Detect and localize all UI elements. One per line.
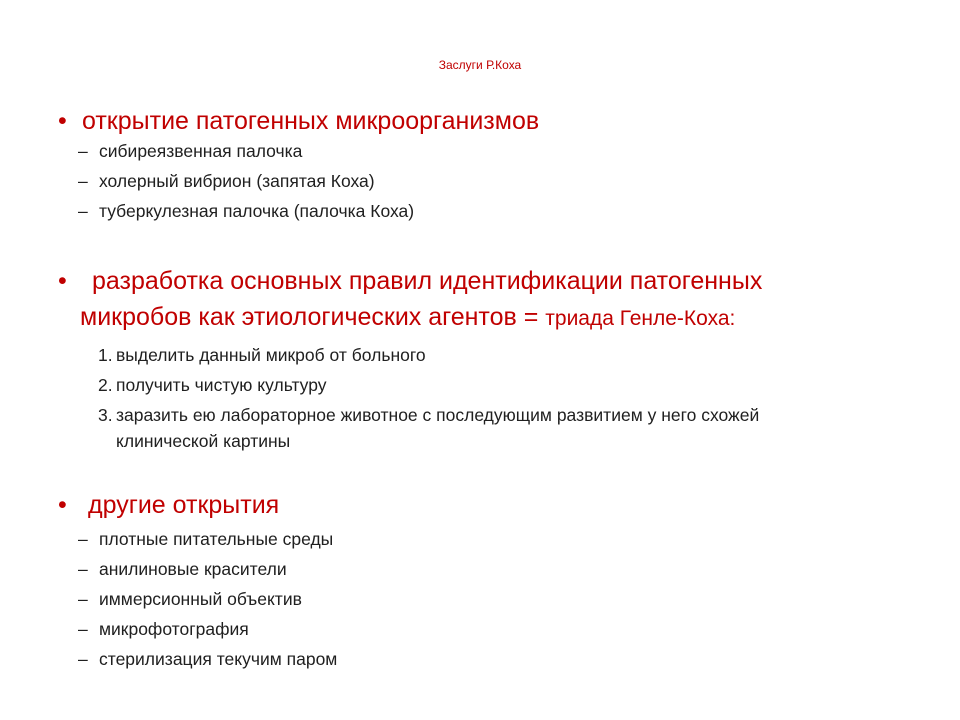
- bullet-icon: •: [58, 267, 67, 295]
- bullet-icon: •: [58, 491, 67, 519]
- section-identification-rules: [0, 266, 960, 454]
- section-heading-line2: микробов как этиологических агентов = триада Генле-Коха:: [80, 303, 736, 331]
- bullet-icon: •: [58, 107, 67, 135]
- section-discoveries-pathogens: [0, 106, 960, 226]
- step-item: 1. выделить данный микроб от больного: [98, 345, 426, 365]
- dash-icon: –: [78, 141, 88, 161]
- list-item: – микрофотография: [0, 614, 960, 644]
- step-item: 3. заразить ею лабораторное животное с последующим развитием у него схожей: [98, 405, 760, 425]
- step-item-continuation: клинической картины: [116, 431, 291, 451]
- section-heading-line1: • разработка основных правил идентификации патогенных: [58, 267, 763, 295]
- list-item: – сибиреязвенная палочка: [0, 136, 960, 166]
- section-heading: • другие открытия: [58, 491, 280, 519]
- section-other-discoveries: [0, 490, 960, 674]
- section-heading: • открытие патогенных микроорганизмов: [58, 107, 540, 135]
- dash-icon: –: [78, 201, 88, 221]
- dash-icon: –: [78, 619, 88, 639]
- list-item: – туберкулезная палочка (палочка Коха): [0, 196, 960, 226]
- list-item: – анилиновые красители: [0, 554, 960, 584]
- list-item: – иммерсионный объектив: [0, 584, 960, 614]
- dash-icon: –: [78, 649, 88, 669]
- list-item: – холерный вибрион (запятая Коха): [0, 166, 960, 196]
- list-item: – плотные питательные среды: [0, 524, 960, 554]
- dash-icon: –: [78, 559, 88, 579]
- step-item: 2. получить чистую культуру: [98, 375, 327, 395]
- slide-title: Заслуги Р.Коха: [438, 58, 522, 72]
- dash-icon: –: [78, 529, 88, 549]
- list-item: – стерилизация текучим паром: [0, 644, 960, 674]
- dash-icon: –: [78, 171, 88, 191]
- dash-icon: –: [78, 589, 88, 609]
- triad-label: триада Генле-Коха:: [545, 307, 736, 330]
